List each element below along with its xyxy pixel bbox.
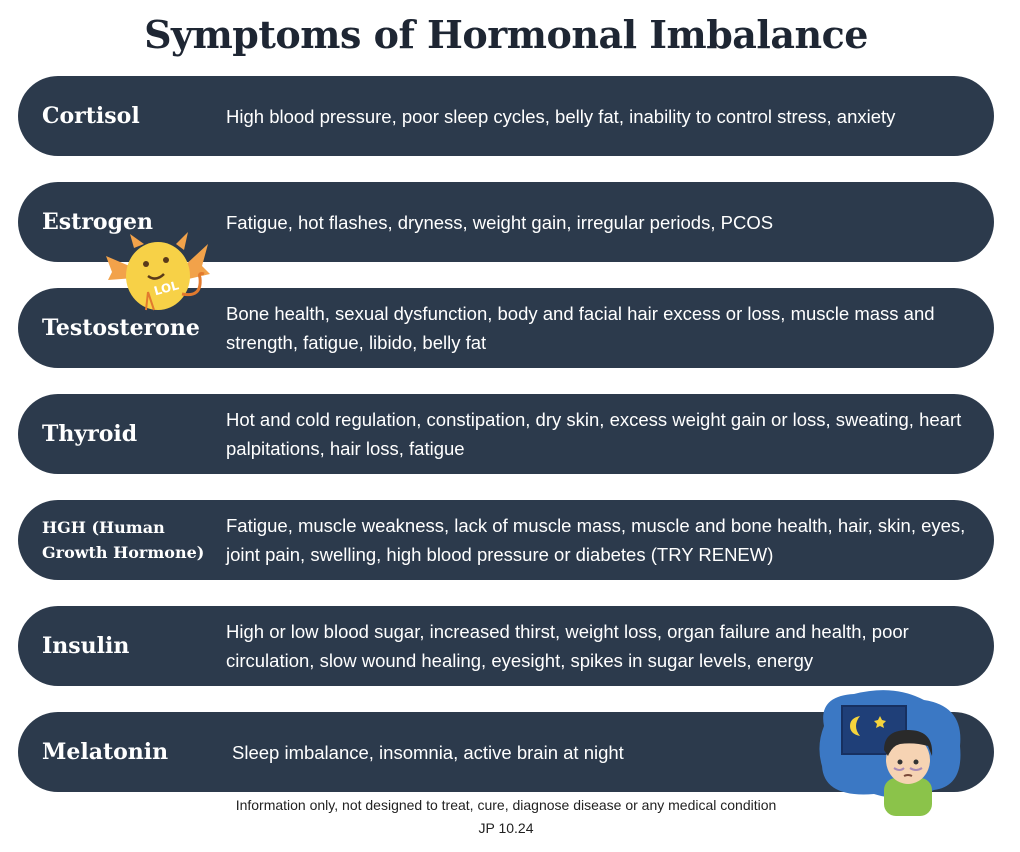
hormone-row-hgh	[18, 500, 994, 580]
hormone-name: Estrogen	[42, 209, 153, 235]
hormone-name: HGH (Human Growth Hormone)	[42, 518, 205, 562]
hormone-row-thyroid	[18, 394, 994, 474]
hormone-symptoms: High or low blood sugar, increased thirst, weight loss, organ failure and health, poor circulation, slow wound healing, eyesight, spikes in sugar levels, energy	[226, 621, 909, 671]
hormone-name: Melatonin	[42, 739, 169, 765]
page-title: Symptoms of Hormonal Imbalance	[144, 12, 868, 57]
hormone-name: Insulin	[42, 633, 130, 659]
devil-lol-emoji-icon	[104, 228, 212, 314]
hormone-row-cortisol	[18, 76, 994, 156]
hormone-name: Thyroid	[42, 421, 138, 447]
disclaimer-text: Information only, not designed to treat, cure, diagnose disease or any medical condition	[235, 797, 777, 813]
hormone-symptoms: Bone health, sexual dysfunction, body and facial hair excess or loss, muscle mass and strength, fatigue, libido, belly fat	[226, 303, 935, 353]
hormone-symptoms: High blood pressure, poor sleep cycles, belly fat, inability to control stress, anxiety	[226, 105, 896, 127]
hormone-symptoms: Fatigue, hot flashes, dryness, weight gain, irregular periods, PCOS	[226, 211, 774, 233]
hormone-name: Cortisol	[42, 103, 140, 129]
hormone-symptoms: Hot and cold regulation, constipation, dry skin, excess weight gain or loss, sweating, heart palpitations, hair loss, fatigue	[226, 409, 962, 459]
hormone-name: Testosterone	[42, 315, 200, 341]
devil-lol-text: LOL	[152, 278, 181, 299]
hormone-row-insulin	[18, 606, 994, 686]
author-signature: JP 10.24	[478, 820, 534, 836]
hormone-symptoms: Sleep imbalance, insomnia, active brain at night	[232, 741, 624, 763]
hormone-symptoms: Fatigue, muscle weakness, lack of muscle mass, muscle and bone health, hair, skin, eyes, joint pain, swelling, high blood pressure or diabetes (TRY RENEW)	[226, 515, 966, 565]
